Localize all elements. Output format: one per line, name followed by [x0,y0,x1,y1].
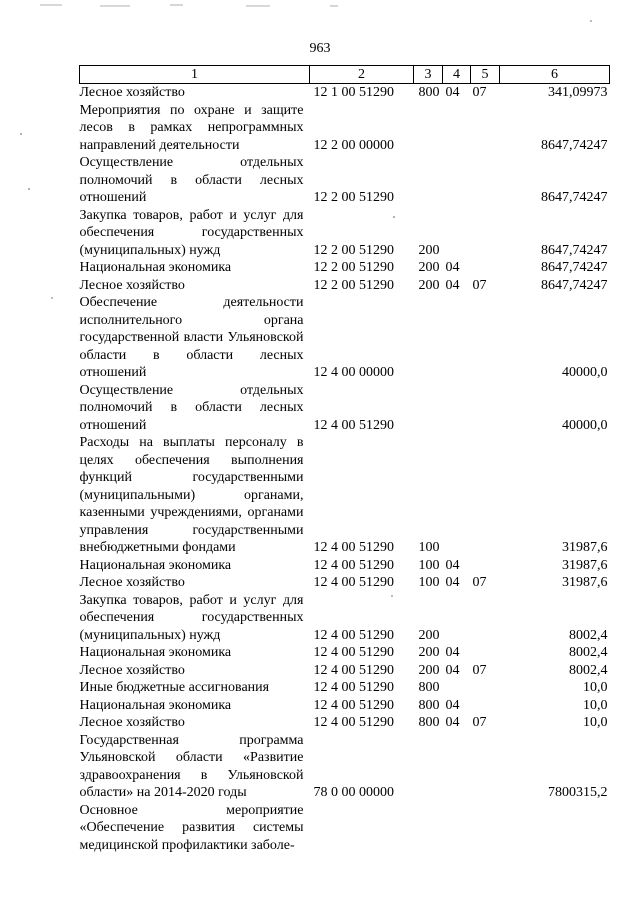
row-code: 12 4 00 51290 [313,645,394,660]
row-code: 78 0 00 00000 [313,785,394,800]
row-name: Лесное хозяйство [79,575,185,590]
row-expense-type: 200 [418,645,440,660]
row-subsection: 07 [472,85,487,100]
table-row [80,207,610,260]
row-amount: 8002,4 [569,645,608,660]
row-amount: 31987,6 [562,540,608,555]
row-name: Лесное хозяйство [79,277,185,293]
row-subsection [471,644,500,662]
row-subsection: 07 [472,277,487,293]
budget-table [79,65,610,854]
row-amount: 341,09973 [548,85,608,100]
header-col-section: 4 [443,66,471,84]
table-row [80,154,610,207]
row-amount: 40000,0 [562,417,608,433]
row-name: Лесное хозяйство [79,662,185,678]
row-amount: 8647,74247 [541,190,608,205]
header-col-vr: 3 [414,66,443,84]
row-section: 04 [445,662,460,678]
row-name: Мероприятия по охране и защите лесов в рамках непрограммных направлений деятельности [79,102,304,153]
header-col-subsection: 5 [471,66,500,84]
header-row [80,66,610,84]
row-expense-type: 800 [418,715,440,730]
row-code [310,802,414,855]
row-section: 04 [445,697,460,713]
row-subsection [471,294,500,382]
row-name: Основное мероприятие «Обеспечение развития системы медицинской профилактики заболе- [79,802,304,853]
row-code: 12 2 00 51290 [313,190,394,205]
row-amount: 8647,74247 [541,277,608,293]
row-code: 12 1 00 51290 [313,85,394,100]
row-expense-type [414,154,443,207]
table-row [80,697,610,715]
row-subsection: 07 [472,715,487,730]
row-expense-type: 200 [418,242,440,258]
row-subsection: 07 [472,662,487,678]
row-code: 12 4 00 51290 [313,417,394,433]
row-code: 12 2 00 00000 [313,137,394,153]
row-expense-type: 800 [418,697,440,713]
row-amount: 10,0 [583,697,608,713]
row-expense-type: 800 [418,680,440,695]
row-expense-type: 200 [418,627,440,643]
row-code: 12 4 00 51290 [313,557,394,573]
row-expense-type [414,102,443,155]
table-row [80,277,610,295]
row-name: Национальная экономика [79,645,232,660]
row-subsection [471,259,500,277]
row-amount: 8002,4 [569,627,608,643]
table-row [80,382,610,435]
row-subsection [471,154,500,207]
table-row [80,644,610,662]
row-subsection [471,697,500,715]
row-code: 12 4 00 51290 [313,697,394,713]
row-section [443,207,471,260]
row-name: Лесное хозяйство [79,715,185,730]
row-subsection [471,592,500,645]
row-amount: 8002,4 [569,662,608,678]
row-code: 12 4 00 51290 [313,715,394,730]
table-row [80,662,610,680]
row-subsection: 07 [472,575,487,590]
row-name: Национальная экономика [79,260,232,275]
row-subsection [471,732,500,802]
row-subsection [471,802,500,855]
header-col-name: 1 [80,66,310,84]
row-amount: 31987,6 [562,557,608,573]
row-code: 12 4 00 51290 [313,575,394,590]
row-amount: 40000,0 [562,365,608,380]
table-row [80,84,610,102]
row-section [443,102,471,155]
row-expense-type: 200 [418,260,440,275]
row-subsection [471,434,500,557]
table-row [80,679,610,697]
row-code: 12 4 00 51290 [313,662,394,678]
table-row [80,732,610,802]
row-section: 04 [445,85,460,100]
row-name: Государственная программа Ульяновской области «Развитие здравоохранения в Ульяновской области» на 2014-2020 годы [79,732,304,800]
row-expense-type: 100 [418,557,440,573]
table-row [80,434,610,557]
table-row [80,102,610,155]
row-amount: 10,0 [583,680,608,695]
row-amount: 8647,74247 [541,137,608,153]
row-amount: 8647,74247 [541,242,608,258]
header-col-amount: 6 [500,66,610,84]
row-section: 04 [445,575,460,590]
table-row [80,557,610,575]
row-section: 04 [445,715,460,730]
row-expense-type: 200 [418,277,440,293]
page-number: 963 [309,41,331,56]
row-section: 04 [445,260,460,275]
row-expense-type [414,802,443,855]
row-section [443,382,471,435]
row-name: Национальная экономика [79,557,232,573]
row-name: Осуществление отдельных полномочий в области лесных отношений [79,382,304,433]
table-row [80,294,610,382]
row-subsection [471,207,500,260]
row-amount: 10,0 [583,715,608,730]
row-amount [500,802,610,855]
row-name: Закупка товаров, работ и услуг для обеспечения государственных (муниципальных) нужд [79,207,304,258]
row-section: 04 [445,557,460,573]
row-code: 12 4 00 51290 [313,627,394,643]
row-expense-type: 800 [418,85,440,100]
table-body [80,84,610,855]
header-col-code: 2 [310,66,414,84]
row-amount: 8647,74247 [541,260,608,275]
row-section [443,732,471,802]
row-subsection [471,679,500,697]
row-section [443,802,471,855]
row-name: Иные бюджетные ассигнования [79,680,270,695]
row-subsection [471,557,500,575]
row-name: Осуществление отдельных полномочий в области лесных отношений [79,155,304,205]
row-code: 12 2 00 51290 [313,242,394,258]
row-section: 04 [445,645,460,660]
row-name: Расходы на выплаты персоналу в целях обеспечения выполнения функций государственными (муниципальными) органами, казенными учреждениями, органами управления государственными внебюджетными фондами [79,435,304,555]
row-code: 12 2 00 51290 [313,260,394,275]
row-expense-type [414,382,443,435]
table-row [80,592,610,645]
row-name: Обеспечение деятельности исполнительного органа государственной власти Ульяновской области в области лесных отношений [79,295,304,380]
row-code: 12 4 00 51290 [313,680,394,695]
row-name: Национальная экономика [79,697,232,713]
row-code: 12 4 00 00000 [313,365,394,380]
row-subsection [471,102,500,155]
table-header [80,66,610,84]
row-section: 04 [445,277,460,293]
row-code: 12 4 00 51290 [313,540,394,555]
row-section [443,294,471,382]
row-expense-type: 100 [418,540,440,555]
row-expense-type: 200 [418,662,440,678]
row-expense-type [414,294,443,382]
row-subsection [471,382,500,435]
row-amount: 31987,6 [562,575,608,590]
table-row [80,714,610,732]
table-row [80,259,610,277]
row-section [443,679,471,697]
row-section [443,434,471,557]
row-section [443,154,471,207]
row-name: Лесное хозяйство [79,85,185,100]
row-section [443,592,471,645]
row-code: 12 2 00 51290 [313,277,394,293]
table-row [80,574,610,592]
row-expense-type [414,732,443,802]
row-name: Закупка товаров, работ и услуг для обеспечения государственных (муниципальных) нужд [79,592,304,643]
row-expense-type: 100 [418,575,440,590]
row-amount: 7800315,2 [548,785,608,800]
table-row [80,802,610,855]
